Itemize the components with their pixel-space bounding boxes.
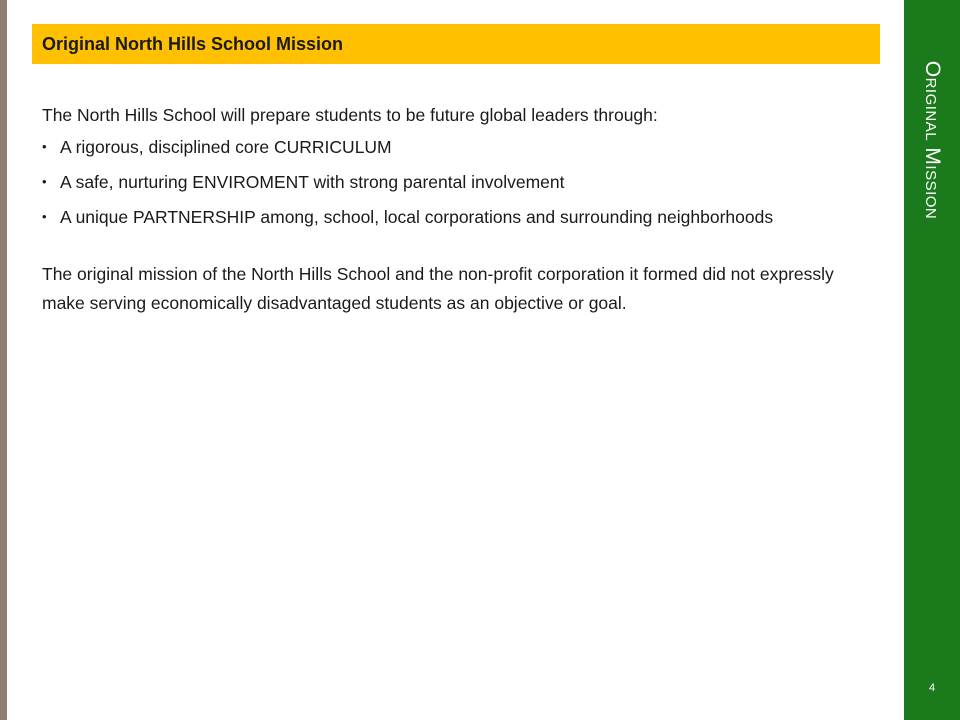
intro-text: The North Hills School will prepare students to be future global leaders through: (42, 105, 658, 125)
slide-content (42, 100, 862, 318)
bullet-text: A unique PARTNERSHIP among, school, local corporations and surrounding neighborhoods (60, 207, 774, 227)
header-title: Original North Hills School Mission (42, 33, 344, 54)
bullet-item (42, 202, 862, 232)
bullet-icon: • (42, 139, 47, 154)
bullet-icon: • (42, 174, 47, 189)
bullet-item (42, 167, 862, 197)
left-accent-bar (0, 0, 7, 720)
bullet-list (42, 132, 862, 232)
closing-paragraph: The original mission of the North Hills School and the non-profit corporation it formed did not expressly make serving economically disadvantaged students as an objective or goal. (42, 264, 834, 313)
bullet-text: A rigorous, disciplined core CURRICULUM (60, 137, 392, 157)
bullet-item (42, 132, 862, 162)
header-band (32, 24, 880, 64)
side-title: Original Mission (921, 60, 944, 220)
side-title-container (906, 30, 958, 250)
bullet-icon: • (42, 209, 47, 224)
page-number: 4 (928, 682, 936, 694)
bullet-text: A safe, nurturing ENVIROMENT with strong parental involvement (60, 172, 565, 192)
